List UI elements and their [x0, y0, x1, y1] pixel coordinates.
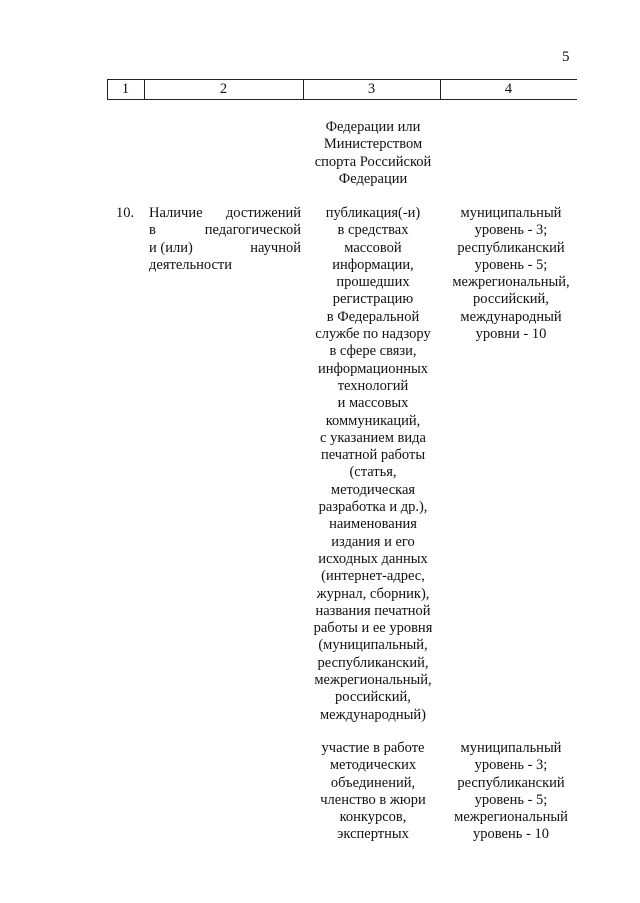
text-line: спорта Российской [314, 153, 432, 170]
text-line: межрегиональный, [314, 672, 432, 689]
text-line: Министерством [323, 136, 423, 153]
text-line [149, 222, 301, 239]
text-line: в Федеральной [326, 308, 420, 325]
text-line: технологий [337, 377, 409, 394]
text-line: публикация(-и) [325, 205, 421, 221]
text-line: муниципальный [460, 740, 562, 756]
text-line: и массовых [337, 395, 409, 412]
text-line: информации, [332, 256, 414, 273]
text-line: республиканский [457, 774, 565, 791]
text-line: разработка и др.), [318, 499, 428, 516]
item2-col4 [442, 740, 580, 844]
criterion-description [149, 205, 301, 274]
table-header-row [107, 79, 577, 100]
text-line: республиканский, [317, 654, 429, 671]
text-word: в [149, 222, 156, 239]
text-line: межрегиональный, [452, 274, 570, 291]
header-col-4: 4 [504, 81, 513, 97]
text-line: уровень - 3; [474, 757, 548, 774]
header-col-1: 1 [121, 81, 130, 97]
text-line: (статья, [349, 464, 397, 481]
text-line: исходных данных [318, 550, 428, 567]
text-line: журнал, сборник), [316, 585, 430, 602]
text-line: уровень - 5; [474, 256, 548, 273]
text-line: массовой [344, 239, 402, 256]
text-line: прошедших [336, 274, 410, 291]
item1-col3 [304, 205, 442, 724]
text-word: достижений [225, 205, 301, 221]
text-line: деятельности [149, 256, 233, 273]
text-line: конкурсов, [339, 809, 407, 826]
text-word: и (или) [149, 239, 193, 256]
text-line: уровень - 10 [473, 826, 549, 843]
header-col-3: 3 [367, 81, 376, 97]
text-line: коммуникаций, [325, 412, 421, 429]
text-line: объединений, [330, 774, 416, 791]
text-line: печатной работы [320, 447, 426, 464]
continuation-col3 [304, 119, 442, 188]
header-col-2: 2 [219, 81, 228, 97]
text-word: Наличие [149, 205, 203, 221]
text-line: республиканский [457, 239, 565, 256]
text-line: работы и ее уровня [313, 620, 433, 637]
text-word: педагогической [204, 222, 301, 239]
text-line: Федерации или [325, 119, 421, 135]
text-line: методических [329, 757, 417, 774]
text-line: с указанием вида [320, 429, 426, 446]
text-line: членство в жюри [320, 791, 426, 808]
text-line: международный [460, 308, 562, 325]
text-line: издания и его [331, 533, 415, 550]
text-line: межрегиональный [454, 809, 568, 826]
row-number: 10. [116, 205, 135, 221]
text-line: уровни - 10 [475, 326, 547, 343]
text-line: уровень - 3; [474, 222, 548, 239]
text-line: уровень - 5; [474, 791, 548, 808]
text-line: информационных [318, 360, 428, 377]
text-word: научной [250, 239, 301, 256]
item1-col4 [442, 205, 580, 343]
text-line: регистрацию [332, 291, 414, 308]
text-line: (интернет-адрес, [321, 568, 425, 585]
text-line [149, 205, 301, 222]
text-line: в сфере связи, [329, 343, 417, 360]
text-line: российский, [335, 689, 411, 706]
text-line: в средствах [337, 222, 409, 239]
text-line: Федерации [338, 170, 408, 187]
text-line: службе по надзору [315, 326, 431, 343]
text-line: наименования [329, 516, 417, 533]
text-line: международный) [319, 706, 426, 723]
text-line: (муниципальный, [318, 637, 428, 654]
page-number: 5 [562, 49, 570, 65]
text-line [149, 240, 301, 257]
text-line: методическая [330, 481, 416, 498]
text-line: участие в работе [321, 740, 425, 756]
text-line: названия печатной [315, 602, 431, 619]
text-line: российский, [473, 291, 549, 308]
text-line: муниципальный [460, 205, 562, 221]
item2-col3 [304, 740, 442, 844]
text-line: экспертных [337, 826, 409, 843]
